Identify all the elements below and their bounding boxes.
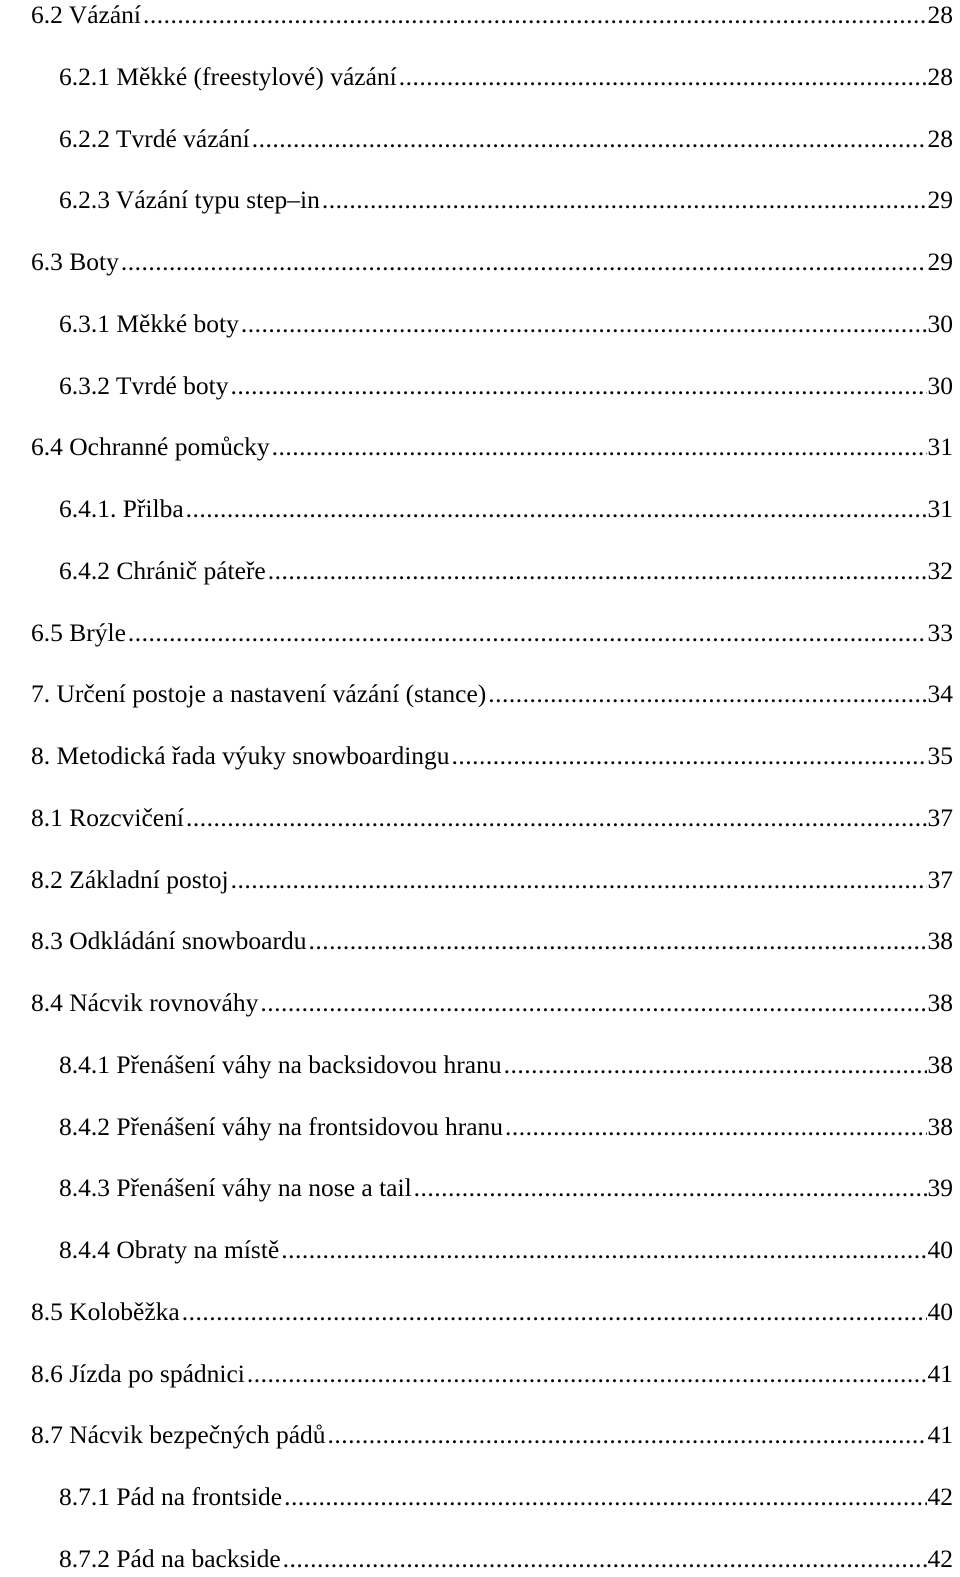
toc-entry-title: 8.4.3 Přenášení váhy na nose a tail (59, 1173, 412, 1203)
toc-entry-page-number: 41 (927, 1358, 953, 1388)
toc-entry[interactable] (31, 237, 953, 277)
toc-entry[interactable] (59, 1225, 953, 1265)
toc-entry[interactable] (59, 114, 953, 154)
toc-entry[interactable] (59, 484, 953, 524)
toc-entry[interactable] (59, 1472, 953, 1512)
toc-entry-title: 8.3 Odkládání snowboardu (31, 926, 307, 956)
toc-dot-leader (241, 309, 927, 339)
toc-entry-page-number: 38 (927, 926, 953, 956)
toc-entry-page-number: 30 (927, 370, 953, 400)
toc-entry[interactable] (31, 669, 953, 709)
toc-entry-page-number: 37 (927, 802, 953, 832)
toc-entry-title: 6.5 Brýle (31, 617, 126, 647)
toc-entry[interactable] (59, 299, 953, 339)
toc-entry-title: 8.4 Nácvik rovnováhy (31, 988, 259, 1017)
toc-entry-page-number: 39 (927, 1173, 953, 1203)
toc-entry[interactable] (59, 1040, 953, 1080)
toc-entry-title: 6.2 Vázání (31, 0, 141, 29)
toc-entry[interactable] (31, 1349, 953, 1389)
toc-entry-page-number: 38 (927, 1111, 953, 1141)
toc-dot-leader (309, 926, 927, 956)
toc-entry-title: 8.4.1 Přenášení váhy na backsidovou hranu (59, 1049, 502, 1079)
toc-dot-leader (284, 1482, 926, 1512)
toc-entry-title: 6.2.2 Tvrdé vázání (59, 123, 250, 153)
toc-dot-leader (252, 124, 927, 154)
toc-entry[interactable] (31, 855, 953, 895)
toc-entry[interactable] (31, 793, 953, 833)
toc-dot-leader (143, 0, 927, 30)
toc-entry-page-number: 29 (927, 185, 953, 215)
toc-entry[interactable] (59, 1534, 953, 1574)
toc-dot-leader (186, 494, 927, 524)
toc-entry-title: 8.1 Rozcvičení (31, 802, 184, 832)
toc-dot-leader (488, 679, 926, 709)
toc-entry[interactable] (31, 1410, 953, 1450)
toc-dot-leader (414, 1173, 927, 1203)
toc-dot-leader (268, 556, 927, 586)
toc-entry-title: 6.4.2 Chránič páteře (59, 555, 266, 585)
toc-entry-page-number: 42 (927, 1482, 953, 1511)
toc-dot-leader (322, 185, 927, 215)
toc-entry-page-number: 34 (927, 679, 953, 709)
toc-dot-leader (260, 988, 926, 1018)
toc-entry[interactable] (31, 731, 953, 771)
toc-dot-leader (182, 1297, 927, 1327)
toc-entry[interactable] (59, 1102, 953, 1142)
toc-entry-page-number: 40 (927, 1235, 953, 1264)
toc-entry-page-number: 32 (927, 555, 953, 585)
toc-entry-title: 8.6 Jízda po spádnici (31, 1358, 245, 1388)
toc-entry-page-number: 42 (927, 1543, 953, 1573)
toc-entry-page-number: 37 (927, 864, 953, 894)
toc-entry-title: 8.7.2 Pád na backside (59, 1543, 281, 1573)
toc-dot-leader (283, 1544, 927, 1574)
toc-entry[interactable] (31, 608, 953, 648)
toc-dot-leader (272, 432, 927, 462)
toc-entry-page-number: 41 (927, 1420, 953, 1450)
toc-dot-leader (281, 1235, 926, 1265)
toc-entry-title: 6.2.1 Měkké (freestylové) vázání (59, 61, 397, 91)
toc-entry[interactable] (31, 0, 953, 30)
toc-entry-page-number: 31 (927, 432, 953, 462)
toc-entry-title: 8.4.2 Přenášení váhy na frontsidovou hranu (59, 1111, 504, 1141)
toc-entry-page-number: 35 (927, 741, 953, 770)
toc-entry-page-number: 29 (927, 247, 953, 276)
toc-dot-leader (231, 371, 927, 401)
toc-entry-title: 6.3 Boty (31, 247, 119, 276)
toc-entry-title: 6.4.1. Přilba (59, 494, 184, 523)
toc-entry-page-number: 40 (927, 1296, 953, 1326)
toc-entry[interactable] (59, 175, 953, 215)
toc-dot-leader (452, 741, 927, 771)
toc-entry[interactable] (31, 978, 953, 1018)
toc-entry-page-number: 38 (927, 1049, 953, 1079)
toc-entry-title: 6.3.2 Tvrdé boty (59, 370, 229, 400)
toc-entry-page-number: 33 (927, 617, 953, 647)
toc-entry[interactable] (31, 916, 953, 956)
toc-entry-page-number: 28 (927, 0, 953, 29)
toc-entry[interactable] (31, 1287, 953, 1327)
toc-entry[interactable] (59, 52, 953, 92)
toc-entry-title: 6.3.1 Měkké boty (59, 308, 239, 338)
toc-entry-page-number: 38 (927, 988, 953, 1017)
toc-dot-leader (247, 1359, 927, 1389)
toc-entry[interactable] (31, 422, 953, 462)
toc-dot-leader (231, 865, 927, 895)
toc-entry-title: 8.7 Nácvik bezpečných pádů (31, 1420, 326, 1450)
toc-entry[interactable] (59, 361, 953, 401)
toc-entry-title: 7. Určení postoje a nastavení vázání (stance) (31, 679, 487, 709)
toc-entry-page-number: 28 (927, 123, 953, 153)
toc-dot-leader (504, 1050, 927, 1080)
toc-entry[interactable] (59, 1163, 953, 1203)
toc-entry-title: 8.5 Koloběžka (31, 1296, 180, 1326)
toc-entry-title: 6.4 Ochranné pomůcky (31, 432, 270, 462)
toc-entry-title: 8.2 Základní postoj (31, 864, 229, 894)
toc-entry-page-number: 30 (927, 308, 953, 338)
toc-entry-page-number: 31 (927, 494, 953, 523)
toc-entry-title: 6.2.3 Vázání typu step–in (59, 185, 320, 215)
toc-entry[interactable] (59, 546, 953, 586)
toc-dot-leader (121, 247, 927, 277)
toc-dot-leader (186, 803, 927, 833)
toc-dot-leader (128, 618, 927, 648)
toc-dot-leader (505, 1112, 926, 1142)
toc-dot-leader (328, 1420, 927, 1450)
toc-entry-page-number: 28 (927, 61, 953, 91)
toc-entry-title: 8. Metodická řada výuky snowboardingu (31, 741, 450, 770)
toc-dot-leader (399, 62, 927, 92)
toc-entry-title: 8.7.1 Pád na frontside (59, 1482, 283, 1511)
toc-entry-title: 8.4.4 Obraty na místě (59, 1235, 280, 1264)
